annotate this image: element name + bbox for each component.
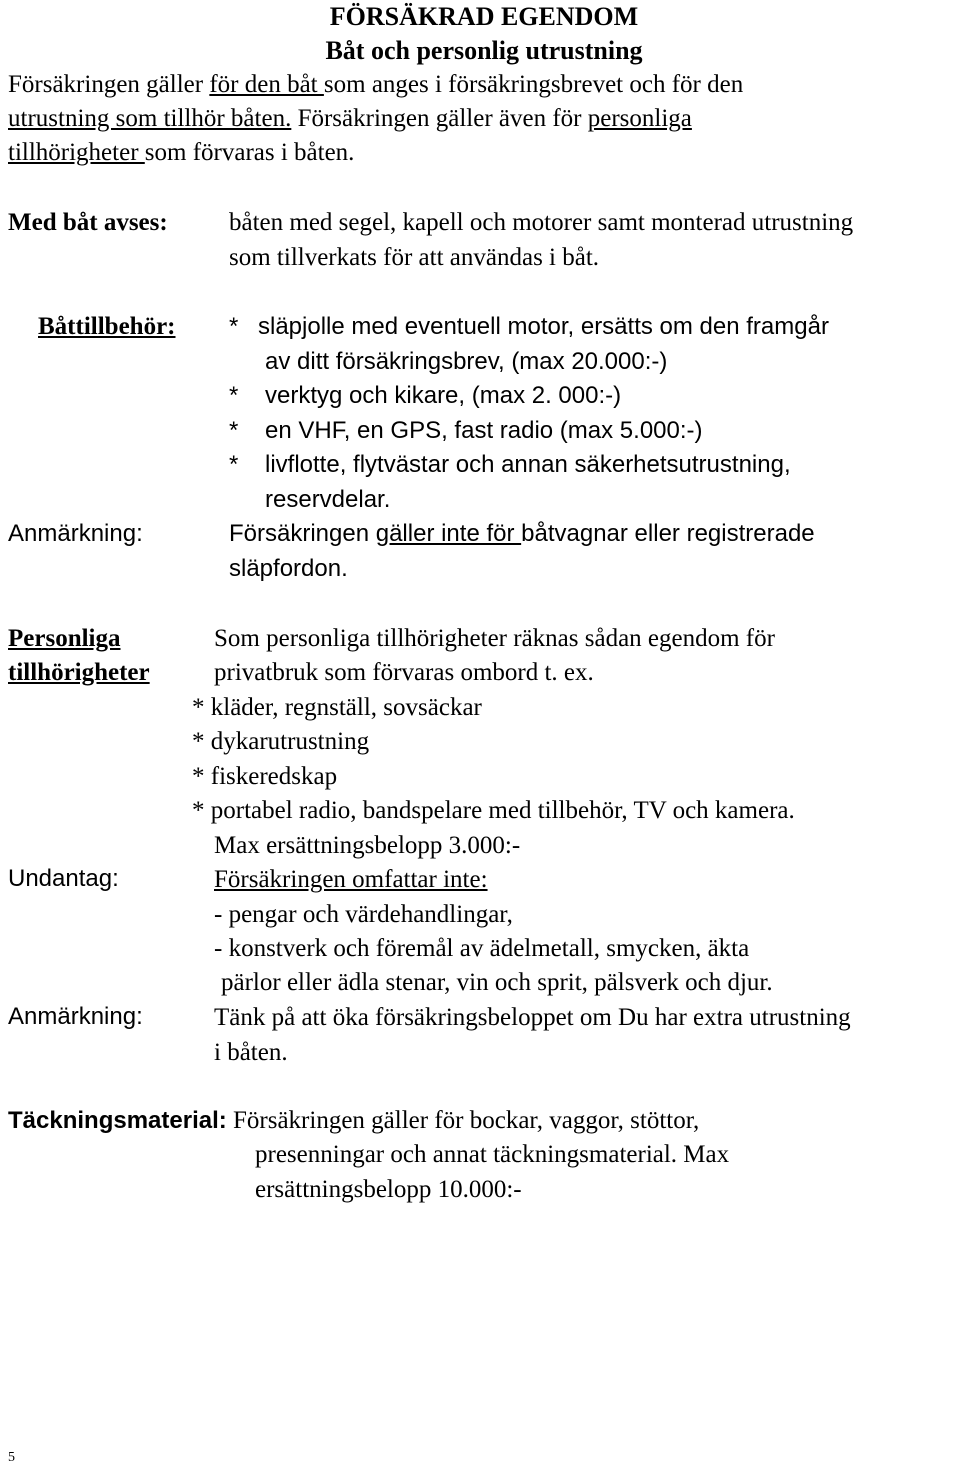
intro-line-1: Försäkringen gäller för den båt som anges i försäkringsbrevet och för den (8, 71, 744, 98)
note1-line-2: släpfordon. (229, 555, 348, 582)
accessory-star: * (229, 382, 239, 409)
boat-line-1: båten med segel, kapell och motorer samt monterad utrustning (229, 209, 854, 236)
accessory-item-4-line-2: reservdelar. (265, 486, 391, 513)
exception-label: Undantag: (8, 865, 119, 892)
exception-line-3: pärlor eller ädla stenar, vin och sprit, pälsverk och djur. (221, 969, 773, 996)
boat-line-2: som tillverkats för att användas i båt. (229, 244, 600, 271)
boat-label: Med båt avses: (8, 209, 168, 236)
accessory-star: * (229, 417, 239, 444)
covering-label: Täckningsmaterial: (8, 1107, 227, 1134)
covering-line-1: Täckningsmaterial: Försäkringen gäller för bockar, vaggor, stöttor, (8, 1107, 700, 1134)
covering-line-3: ersättningsbelopp 10.000:- (255, 1176, 522, 1203)
accessory-item-3: en VHF, en GPS, fast radio (max 5.000:-) (265, 417, 703, 444)
personal-line-2: privatbruk som förvaras ombord t. ex. (214, 659, 594, 686)
exception-line-2: - konstverk och föremål av ädelmetall, smycken, äkta (214, 935, 750, 962)
accessories-label: Båttillbehör: (38, 313, 176, 340)
exception-line-1: - pengar och värdehandlingar, (214, 901, 513, 928)
note2-line-2: i båten. (214, 1039, 288, 1066)
accessory-item-4-line-1: livflotte, flytvästar och annan säkerhetsutrustning, (265, 451, 791, 478)
personal-line-1: Som personliga tillhörigheter räknas sådan egendom för (214, 625, 775, 652)
note2-label: Anmärkning: (8, 1003, 143, 1030)
personal-label-1: Personliga (8, 625, 121, 652)
page-subtitle: Båt och personlig utrustning (325, 36, 643, 65)
note1-label: Anmärkning: (8, 520, 143, 547)
personal-item: * portabel radio, bandspelare med tillbehör, TV och kamera. (192, 797, 795, 824)
intro-line-2: utrustning som tillhör båten. Försäkringen gäller även för personliga (8, 105, 692, 132)
covering-line-2: presenningar och annat täckningsmaterial. Max (255, 1141, 730, 1168)
personal-max: Max ersättningsbelopp 3.000:- (214, 832, 521, 859)
accessory-star: * (229, 451, 239, 478)
accessory-star: * (229, 313, 239, 340)
personal-label-2: tillhörigheter (8, 659, 150, 686)
accessory-item-1-line-2: av ditt försäkringsbrev, (max 20.000:-) (265, 348, 668, 375)
note2-line-1: Tänk på att öka försäkringsbeloppet om Du har extra utrustning (214, 1004, 851, 1031)
page-number: 5 (8, 1450, 15, 1465)
personal-item: * fiskeredskap (192, 763, 338, 790)
accessory-item-1-line-1: släpjolle med eventuell motor, ersätts om den framgår (258, 313, 829, 340)
exception-heading: Försäkringen omfattar inte: (214, 866, 488, 893)
personal-item: * dykarutrustning (192, 728, 370, 755)
personal-item: * kläder, regnställ, sovsäckar (192, 694, 482, 721)
note1-line-1: Försäkringen gäller inte för båtvagnar eller registrerade (229, 520, 815, 547)
accessory-item-2: verktyg och kikare, (max 2. 000:-) (265, 382, 622, 409)
intro-line-3: tillhörigheter som förvaras i båten. (8, 139, 355, 166)
page-title: FÖRSÄKRAD EGENDOM (329, 2, 639, 31)
